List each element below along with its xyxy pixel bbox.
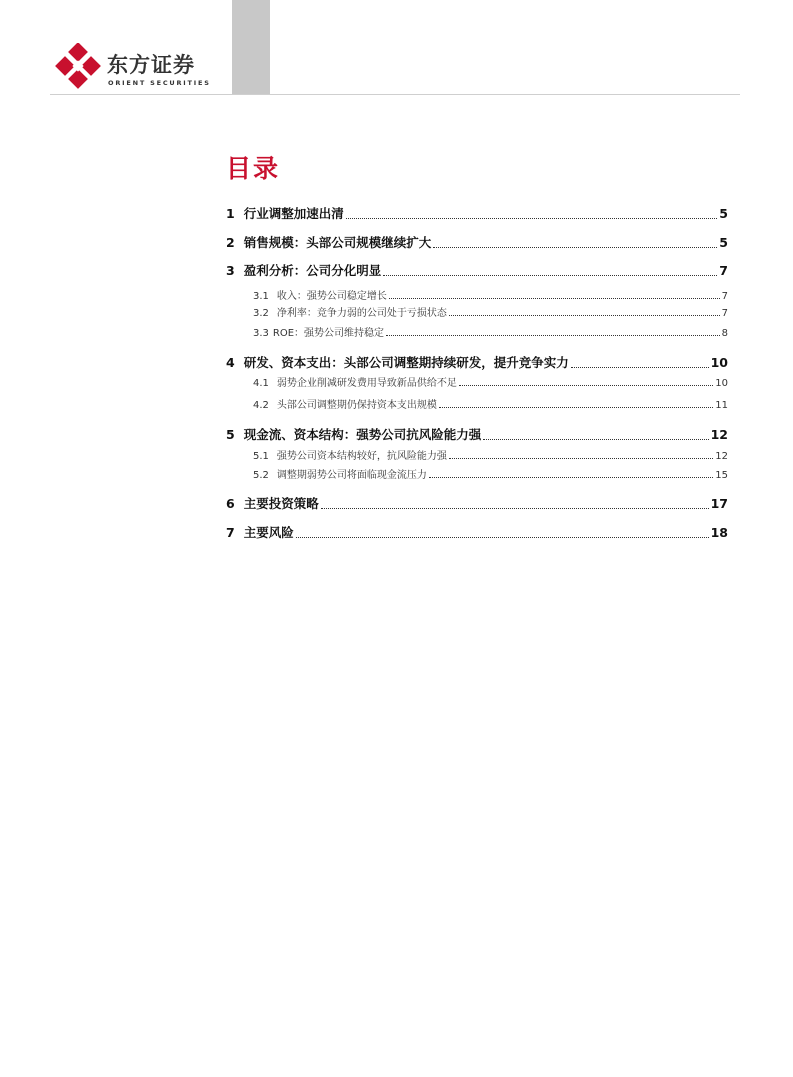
toc-section-link[interactable] [226,353,728,371]
toc-dot-leader [571,367,709,368]
toc-entry-number: 5.2 [253,470,269,481]
toc-entry-number: 7 [226,525,235,540]
toc-section-link[interactable] [226,425,728,443]
toc-subsection-link[interactable] [226,447,728,462]
toc-dot-leader [321,508,709,509]
toc-dot-leader [439,407,713,408]
toc-dot-leader [459,385,713,386]
toc-dot-leader [383,275,717,276]
toc-subsection-link[interactable] [226,304,728,319]
toc-entry-number: 3 [226,263,235,278]
toc-page-number: 7 [721,308,728,319]
toc-page-number: 5 [719,206,728,221]
toc-entry-title: 收入：强势公司稳定增长 [276,291,387,302]
toc-section-link[interactable] [226,204,728,222]
toc-page-number: 18 [710,525,728,540]
toc-entry-number: 5.1 [253,451,269,462]
toc-entry-number: 3.2 [253,308,269,319]
toc-entry-number: 4.1 [253,378,269,389]
header-gray-bar [232,0,270,94]
toc-dot-leader [346,218,718,219]
toc-subsection-link[interactable] [226,396,728,411]
toc-subsection-link[interactable] [226,287,728,302]
toc-dot-leader [429,477,713,478]
toc-page-number: 10 [715,378,728,389]
toc-subsection-link[interactable] [226,374,728,389]
toc-title: 目录 [226,154,281,183]
toc-page-number: 17 [710,496,728,511]
toc-entry-number: 5 [226,427,235,442]
toc-entry-title: 盈利分析：公司分化明显 [243,263,382,278]
toc-entry-title: 主要投资策略 [243,496,319,511]
toc-entry-number: 4.2 [253,400,269,411]
toc-page-number: 7 [721,291,728,302]
orient-logo-icon [55,43,103,89]
toc-entry-title: 现金流、资本结构：强势公司抗风险能力强 [243,427,482,442]
toc-subsection-link[interactable] [226,324,728,339]
toc-entry-number: 1 [226,206,235,221]
toc-entry-title: 销售规模：头部公司规模继续扩大 [243,235,432,250]
toc-entry-title: 调整期弱势公司将面临现金流压力 [276,470,427,481]
toc-entry-title: 行业调整加速出清 [243,206,344,221]
header-divider [50,94,740,95]
toc-page-number: 7 [719,263,728,278]
toc-section-link[interactable] [226,494,728,512]
toc-entry-title: 净利率：竞争力弱的公司处于亏损状态 [276,308,447,319]
toc-section-link[interactable] [226,261,728,279]
toc-entry-number: 6 [226,496,235,511]
toc-dot-leader [483,439,708,440]
toc-page-number: 11 [715,400,728,411]
toc-entry-number: 3.1 [253,291,269,302]
toc-entry-number: 4 [226,355,235,370]
toc-entry-title: 强势公司资本结构较好，抗风险能力强 [276,451,447,462]
toc-entry-number: 3.3 [253,328,269,339]
logo-english-name: ORIENT SECURITIES [108,79,211,87]
toc-page-number: 12 [715,451,728,462]
toc-subsection-link[interactable] [226,466,728,481]
toc-dot-leader [296,537,709,538]
toc-page-number: 5 [719,235,728,250]
toc-entry-number: 2 [226,235,235,250]
logo-chinese-name: 东方证券 [107,53,195,77]
toc-page-number: 12 [710,427,728,442]
toc-entry-title: 主要风险 [243,525,294,540]
toc-dot-leader [389,298,720,299]
toc-dot-leader [386,335,720,336]
toc-page-number: 10 [710,355,728,370]
toc-entry-title: 研发、资本支出：头部公司调整期持续研发，提升竞争实力 [243,355,569,370]
toc-section-link[interactable] [226,523,728,541]
toc-page-number: 8 [721,328,728,339]
toc-entry-title: ROE：强势公司维持稳定 [272,328,385,339]
toc-dot-leader [449,458,713,459]
toc-section-link[interactable] [226,233,728,251]
toc-dot-leader [449,315,720,316]
toc-dot-leader [433,247,717,248]
company-logo [55,43,215,93]
toc-entry-title: 头部公司调整期仍保持资本支出规模 [276,400,437,411]
toc-page-number: 15 [715,470,728,481]
toc-entry-title: 弱势企业削减研发费用导致新品供给不足 [276,378,457,389]
